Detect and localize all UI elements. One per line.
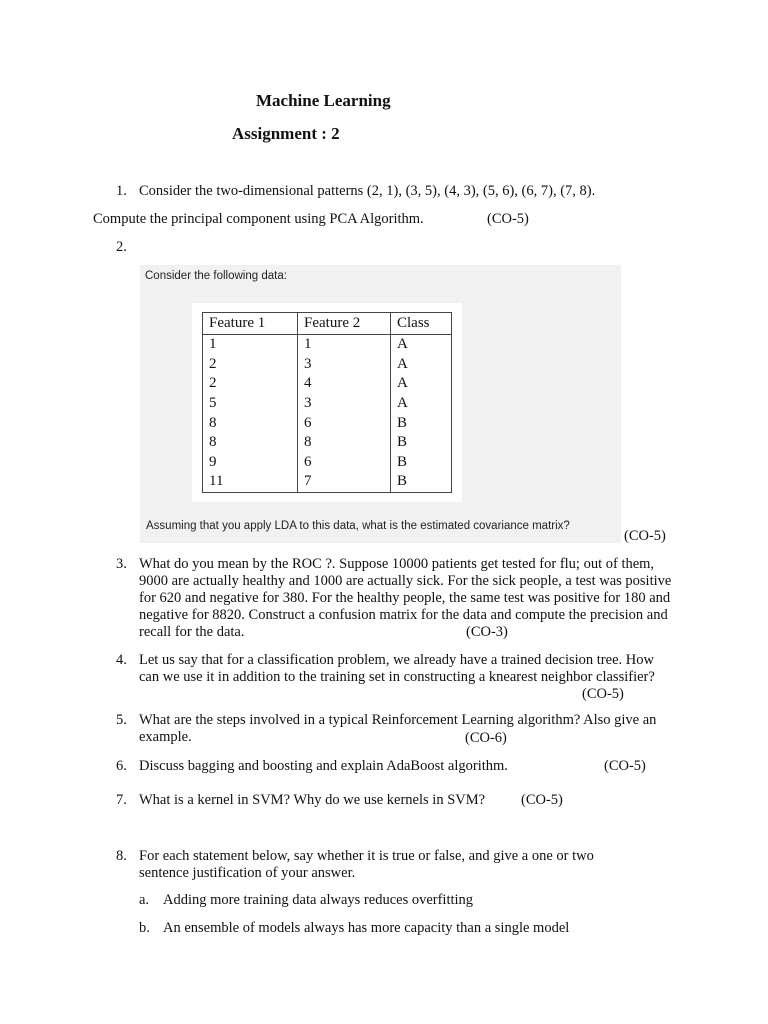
q3-number: 3.	[116, 556, 127, 572]
table-cell: 1	[298, 335, 391, 355]
q2-data-table	[202, 312, 452, 493]
table-cell: 11	[203, 472, 298, 492]
table-header-row	[203, 313, 452, 335]
q5-text: What are the steps involved in a typical Reinforcement Learning algorithm? Also give an example.	[139, 712, 657, 745]
table-row	[203, 355, 452, 375]
table-header-cell: Feature 1	[203, 313, 298, 335]
q7-number: 7.	[116, 792, 127, 808]
table-cell: 7	[298, 472, 391, 492]
q1-number: 1.	[116, 183, 127, 199]
q7-text: What is a kernel in SVM? Why do we use kernels in SVM?	[139, 792, 486, 808]
table-cell: 3	[298, 355, 391, 375]
table-cell: B	[391, 433, 452, 453]
course-title: Machine Learning	[256, 91, 391, 110]
q5-co-label: (CO-6)	[465, 730, 507, 746]
table-row	[203, 472, 452, 492]
table-cell: A	[391, 374, 452, 394]
table-cell: 2	[203, 374, 298, 394]
q8-text: For each statement below, say whether it is true or false, and give a one or two sentence justification of your answer.	[139, 848, 594, 881]
table-cell: 4	[298, 374, 391, 394]
q1-line2: Compute the principal component using PCA Algorithm.	[93, 211, 424, 227]
table-cell: 9	[203, 453, 298, 473]
q2-co-label: (CO-5)	[624, 528, 666, 544]
table-cell: 8	[203, 433, 298, 453]
q8-item-text: An ensemble of models always has more capacity than a single model	[163, 920, 570, 936]
table-cell: 8	[298, 433, 391, 453]
table-row	[203, 433, 452, 453]
table-cell: 1	[203, 335, 298, 355]
q6-text: Discuss bagging and boosting and explain AdaBoost algorithm.	[139, 758, 508, 774]
q2-figure	[140, 265, 621, 543]
table-cell: A	[391, 335, 452, 355]
table-row	[203, 374, 452, 394]
q5-number: 5.	[116, 712, 127, 728]
q4-text: Let us say that for a classification problem, we already have a trained decision tree. How can we use it in addition to the training set in constructing a knearest neighbor classifier?	[139, 652, 655, 685]
q1-co-label: (CO-5)	[487, 211, 529, 227]
q8-number: 8.	[116, 848, 127, 864]
table-cell: A	[391, 355, 452, 375]
table-row	[203, 453, 452, 473]
table-body	[203, 335, 452, 493]
q2-question: Assuming that you apply LDA to this data, what is the estimated covariance matrix?	[146, 520, 570, 532]
q2-table-container	[192, 303, 462, 502]
table-cell: 5	[203, 394, 298, 414]
table-cell: 6	[298, 413, 391, 433]
q3-co-label: (CO-3)	[466, 624, 508, 640]
q8-item-label: b.	[139, 920, 150, 936]
q4-co-label: (CO-5)	[582, 686, 624, 702]
q2-intro: Consider the following data:	[145, 270, 287, 282]
q8-item-text: Adding more training data always reduces overfitting	[163, 892, 474, 908]
q3-text: What do you mean by the ROC ?. Suppose 10000 patients get tested for flu; out of them, 9000 are actually healthy and 1000 are actually sick. For the sick people, a test was positive for 620 and negative for 380. For the healthy people, the same test was positive for 180 and negative for 8820. Construct a confusion matrix for the data and compute the precision and recall for the data.	[139, 556, 672, 640]
table-row	[203, 394, 452, 414]
q6-co-label: (CO-5)	[604, 758, 646, 774]
q7-co-label: (CO-5)	[521, 792, 563, 808]
table-cell: B	[391, 453, 452, 473]
table-cell: B	[391, 472, 452, 492]
q6-number: 6.	[116, 758, 127, 774]
assignment-title: Assignment : 2	[232, 124, 340, 143]
table-row	[203, 413, 452, 433]
table-cell: 8	[203, 413, 298, 433]
table-row	[203, 335, 452, 355]
q1-line1: Consider the two-dimensional patterns (2, 1), (3, 5), (4, 3), (5, 6), (6, 7), (7, 8).	[139, 183, 596, 199]
q4-number: 4.	[116, 652, 127, 668]
table-cell: B	[391, 413, 452, 433]
table-cell: 6	[298, 453, 391, 473]
table-cell: A	[391, 394, 452, 414]
table-header-cell: Feature 2	[298, 313, 391, 335]
table-cell: 3	[298, 394, 391, 414]
q8-item-label: a.	[139, 892, 150, 908]
table-header-cell: Class	[391, 313, 452, 335]
q2-number: 2.	[116, 239, 127, 255]
table-cell: 2	[203, 355, 298, 375]
